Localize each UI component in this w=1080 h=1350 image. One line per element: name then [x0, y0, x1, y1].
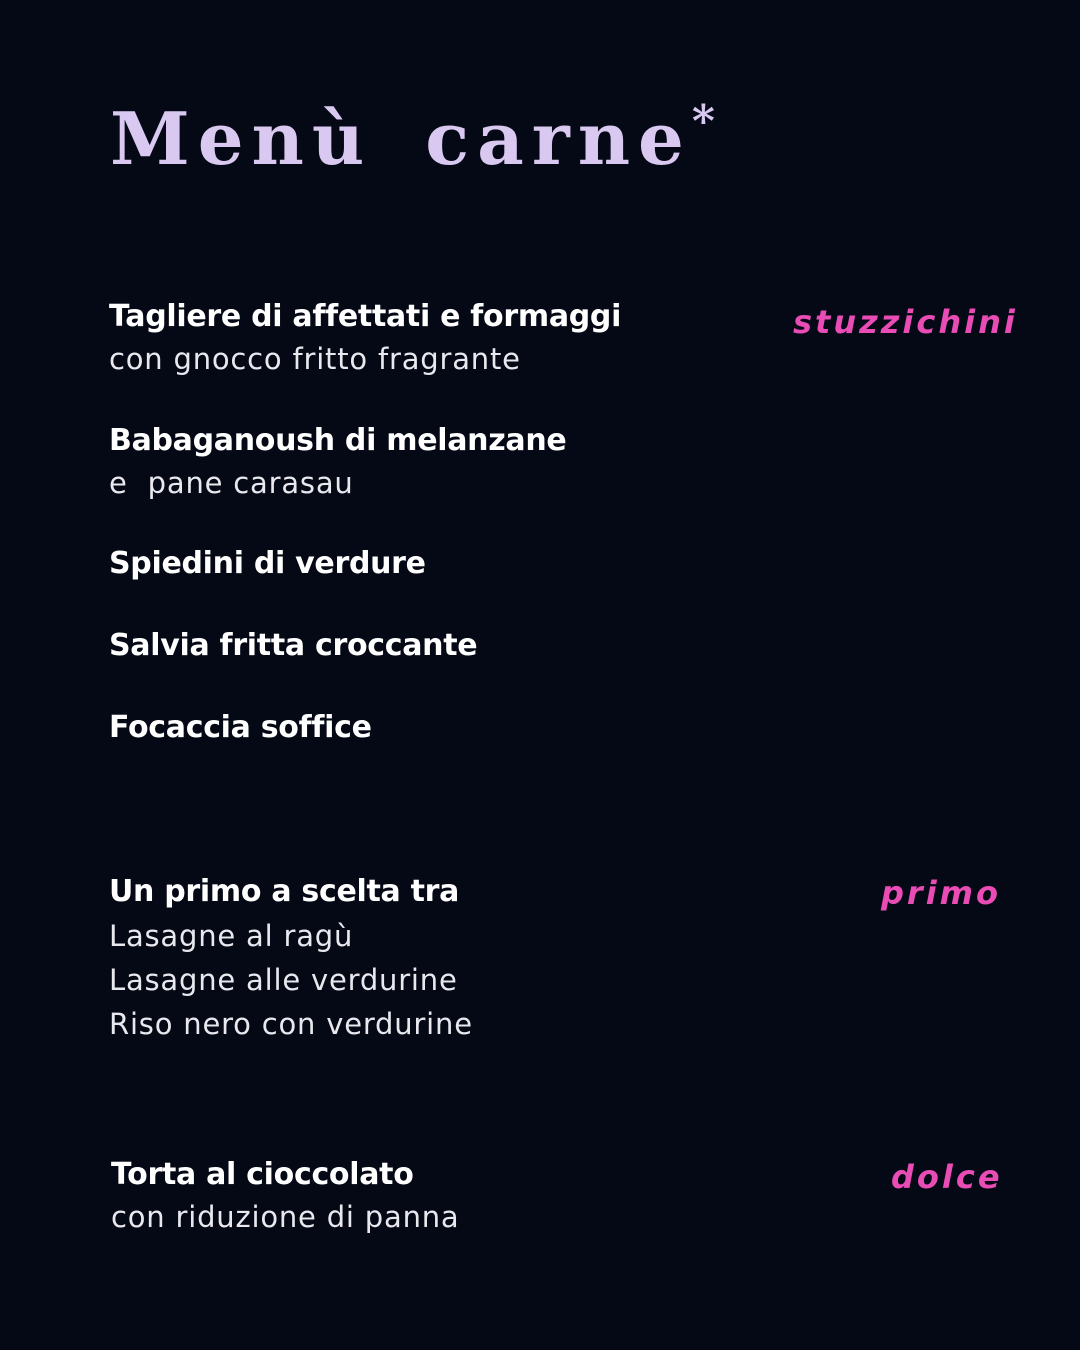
item-desc-torta: con riduzione di panna	[111, 1200, 460, 1234]
primo-option-lasagne-verdurine: Lasagne alle verdurine	[109, 963, 458, 997]
section-label-stuzzichini: stuzzichini	[793, 303, 1018, 341]
item-name-torta: Torta al cioccolato	[111, 1157, 414, 1192]
item-desc-tagliere: con gnocco fritto fragrante	[109, 342, 521, 376]
item-name-tagliere: Tagliere di affettati e formaggi	[109, 299, 622, 334]
primo-option-riso-nero: Riso nero con verdurine	[109, 1007, 473, 1041]
menu-title	[110, 96, 715, 181]
menu-title-text: Menù carne	[110, 96, 692, 181]
item-name-babaganoush: Babaganoush di melanzane	[109, 423, 567, 458]
section-label-dolce: dolce	[891, 1158, 1003, 1196]
item-desc-babaganoush: e pane carasau	[109, 466, 354, 500]
item-name-spiedini: Spiedini di verdure	[109, 546, 426, 581]
item-name-focaccia: Focaccia soffice	[109, 710, 372, 745]
primo-heading: Un primo a scelta tra	[109, 874, 460, 909]
item-name-salvia: Salvia fritta croccante	[109, 628, 478, 663]
section-label-primo: primo	[881, 874, 1001, 912]
title-asterisk: *	[691, 96, 715, 147]
primo-option-lasagne-ragu: Lasagne al ragù	[109, 919, 354, 953]
